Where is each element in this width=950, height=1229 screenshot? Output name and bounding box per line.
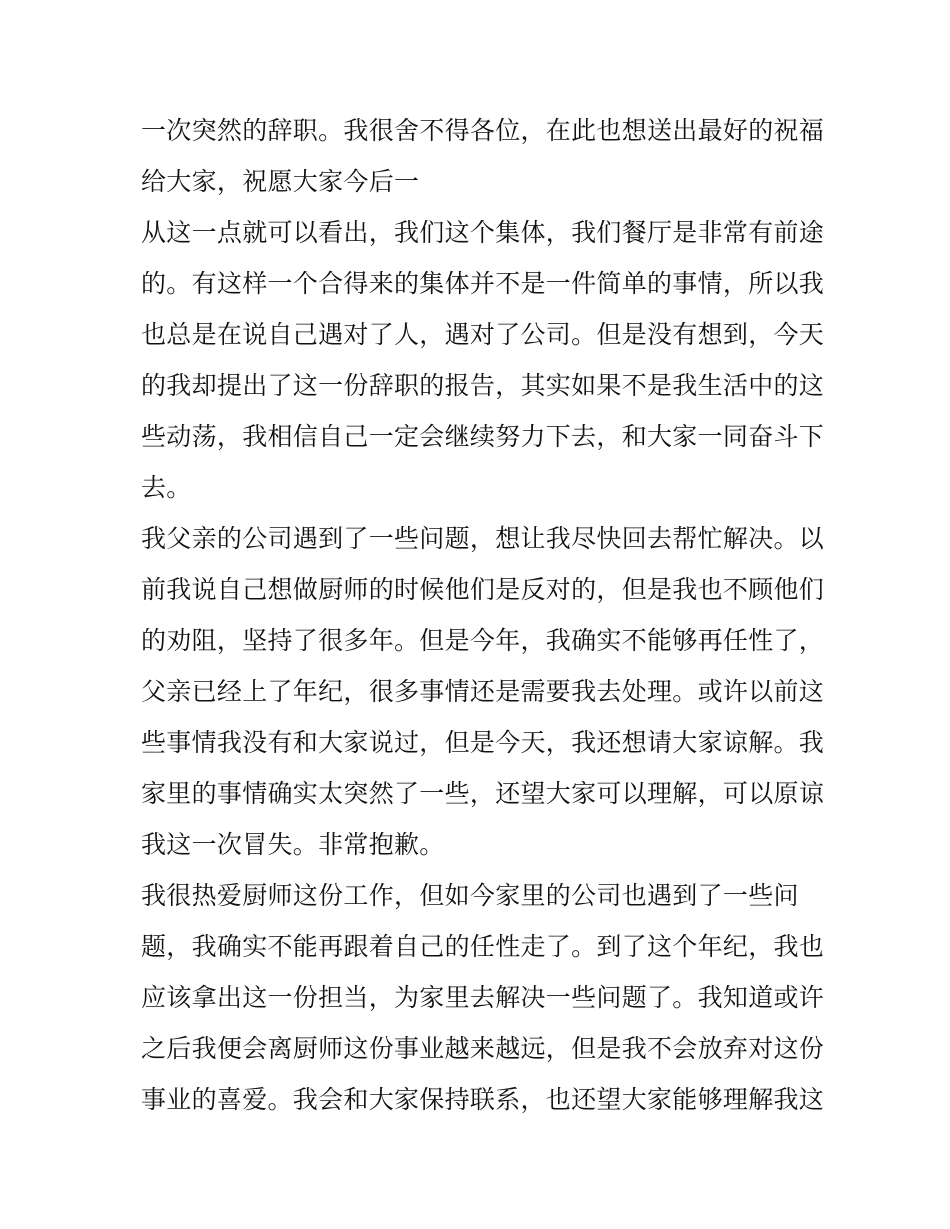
text-line: 的我却提出了这一份辞职的报告，其实如果不是我生活中的这 xyxy=(141,371,825,400)
text-line: 去。 xyxy=(141,473,192,502)
text-line: 应该拿出这一份担当，为家里去解决一些问题了。我知道或许 xyxy=(141,983,825,1012)
text-line: 的。有这样一个合得来的集体并不是一件简单的事情，所以我 xyxy=(141,269,825,298)
text-line: 也总是在说自己遇对了人，遇对了公司。但是没有想到，今天 xyxy=(141,320,825,349)
text-line: 我很热爱厨师这份工作，但如今家里的公司也遇到了一些问 xyxy=(141,881,799,910)
text-line: 事业的喜爱。我会和大家保持联系，也还望大家能够理解我这 xyxy=(141,1085,825,1114)
text-line: 些事情我没有和大家说过，但是今天，我还想请大家谅解。我 xyxy=(141,728,825,757)
text-line: 从这一点就可以看出，我们这个集体，我们餐厅是非常有前途 xyxy=(141,218,825,247)
text-line: 家里的事情确实太突然了一些，还望大家可以理解，可以原谅 xyxy=(141,779,825,808)
text-line: 题，我确实不能再跟着自己的任性走了。到了这个年纪，我也 xyxy=(141,932,825,961)
document-body xyxy=(141,105,825,1125)
text-line: 我这一次冒失。非常抱歉。 xyxy=(141,830,445,859)
text-line: 的劝阻，坚持了很多年。但是今年，我确实不能够再任性了， xyxy=(141,626,825,655)
text-line: 前我说自己想做厨师的时候他们是反对的，但是我也不顾他们 xyxy=(141,575,825,604)
text-line: 些动荡，我相信自己一定会继续努力下去，和大家一同奋斗下 xyxy=(141,422,825,451)
text-line: 给大家，祝愿大家今后一 xyxy=(141,167,420,196)
text-line: 父亲已经上了年纪，很多事情还是需要我去处理。或许以前这 xyxy=(141,677,825,706)
text-line: 我父亲的公司遇到了一些问题，想让我尽快回去帮忙解决。以 xyxy=(141,524,825,553)
text-line: 一次突然的辞职。我很舍不得各位，在此也想送出最好的祝福 xyxy=(141,116,825,145)
text-line: 之后我便会离厨师这份事业越来越远，但是我不会放弃对这份 xyxy=(141,1034,825,1063)
